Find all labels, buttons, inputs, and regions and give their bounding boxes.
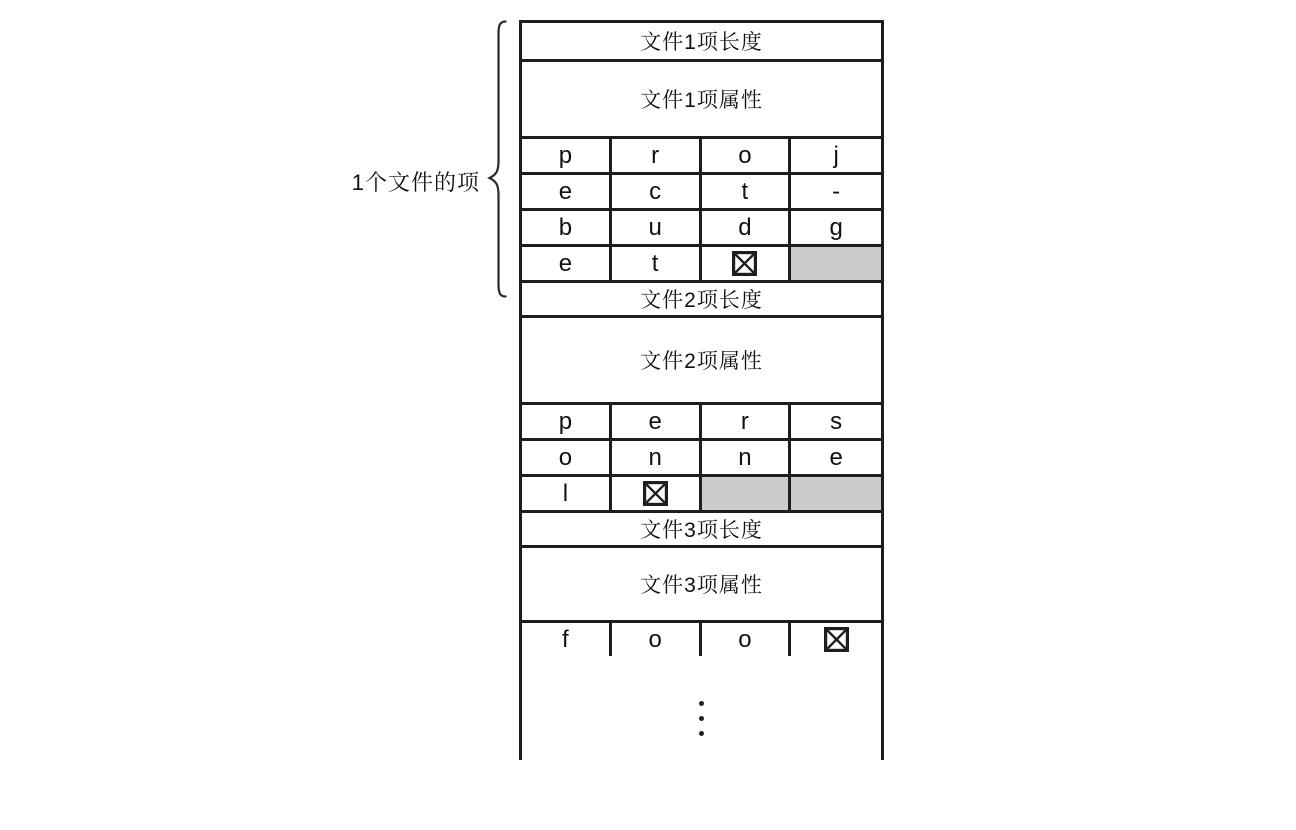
- padding-cell: [702, 477, 792, 510]
- char-cell: n: [702, 441, 792, 474]
- filename-char-row: [519, 474, 884, 513]
- filename-char-row: [519, 208, 884, 247]
- filename-char-row: [519, 438, 884, 477]
- char-cell: r: [702, 405, 792, 438]
- ellipsis-dot: [699, 731, 704, 736]
- char-cell: f: [522, 623, 612, 656]
- char-cell: -: [791, 175, 881, 208]
- entry-length-label-row: [519, 280, 884, 318]
- padding-cell: [791, 247, 881, 280]
- name-end-marker-icon: [791, 623, 881, 656]
- char-cell: r: [612, 139, 702, 172]
- entry-attributes-label-row: [519, 545, 884, 623]
- char-cell: l: [522, 477, 612, 510]
- entry-length-label: 文件3项长度: [640, 519, 763, 542]
- char-cell: t: [612, 247, 702, 280]
- char-cell: o: [702, 139, 792, 172]
- entry-length-label-row: [519, 510, 884, 548]
- char-cell: b: [522, 211, 612, 244]
- filename-char-row: [519, 244, 884, 283]
- char-cell: p: [522, 405, 612, 438]
- entry-length-label: 文件1项长度: [640, 31, 763, 54]
- char-cell: o: [612, 623, 702, 656]
- directory-table: [519, 20, 884, 760]
- filename-char-row: [519, 136, 884, 175]
- filename-char-row: [519, 172, 884, 211]
- char-cell: e: [612, 405, 702, 438]
- char-cell: g: [791, 211, 881, 244]
- char-cell: n: [612, 441, 702, 474]
- ellipsis-dot: [699, 701, 704, 706]
- char-cell: d: [702, 211, 792, 244]
- char-cell: o: [702, 623, 792, 656]
- entry-length-label: 文件2项长度: [640, 289, 763, 312]
- ellipsis-dot: [699, 716, 704, 721]
- entry-span-label: 1个文件的项: [351, 170, 480, 195]
- char-cell: c: [612, 175, 702, 208]
- padding-cell: [791, 477, 881, 510]
- char-cell: o: [522, 441, 612, 474]
- char-cell: j: [791, 139, 881, 172]
- name-end-marker-icon: [612, 477, 702, 510]
- entry-length-label-row: [519, 20, 884, 62]
- entry-attributes-label-row: [519, 315, 884, 405]
- continuation-region: [519, 656, 884, 760]
- filename-char-row: [519, 620, 884, 659]
- char-cell: s: [791, 405, 881, 438]
- curly-brace-icon: [486, 20, 508, 298]
- entry-attributes-label: 文件1项属性: [640, 89, 763, 112]
- char-cell: e: [791, 441, 881, 474]
- filename-char-row: [519, 402, 884, 441]
- entry-attributes-label-row: [519, 59, 884, 139]
- name-end-marker-icon: [702, 247, 792, 280]
- char-cell: u: [612, 211, 702, 244]
- entry-attributes-label: 文件2项属性: [640, 350, 763, 373]
- char-cell: e: [522, 175, 612, 208]
- char-cell: p: [522, 139, 612, 172]
- char-cell: t: [702, 175, 792, 208]
- char-cell: e: [522, 247, 612, 280]
- entry-attributes-label: 文件3项属性: [640, 574, 763, 597]
